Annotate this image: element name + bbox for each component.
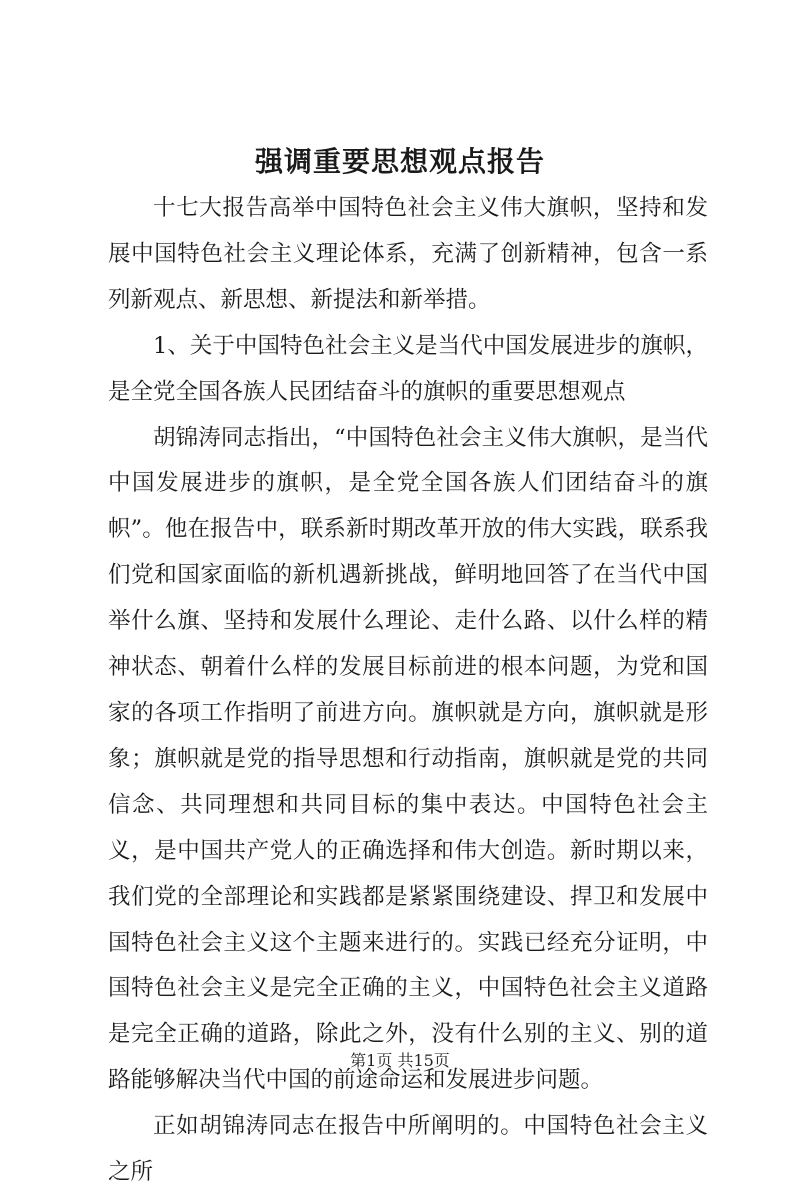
document-body (108, 186, 708, 1196)
document-title: 强调重要思想观点报告 (254, 145, 545, 178)
paragraph-continued: 正如胡锦涛同志在报告中所阐明的。中国特色社会主义之所 (108, 1113, 708, 1186)
paragraph-intro: 十七大报告高举中国特色社会主义伟大旗帜，坚持和发展中国特色社会主义理论体系，充满了创新精神，包含一系列新观点、新思想、新提法和新举措。 (108, 195, 708, 313)
paragraph-section-heading: 1、关于中国特色社会主义是当代中国发展进步的旗帜，是全党全国各族人民团结奋斗的旗帜的重要思想观点 (108, 332, 708, 405)
paragraph-main: 胡锦涛同志指出，“中国特色社会主义伟大旗帜，是当代中国发展进步的旗帜，是全党全国各族人们团结奋斗的旗帜”。他在报告中，联系新时期改革开放的伟大实践，联系我们党和国家面临的新机遇新挑战，鲜明地回答了在当代中国举什么旗、坚持和发展什么理论、走什么路、以什么样的精神状态、朝着什么样的发展目标前进的根本问题，为党和国家的各项工作指明了前进方向。旗帜就是方向，旗帜就是形象；旗帜就是党的指导思想和行动指南，旗帜就是党的共同信念、共同理想和共同目标的集中表达。中国特色社会主义，是中国共产党人的正确选择和伟大创造。新时期以来，我们党的全部理论和实践都是紧紧围绕建设、捍卫和发展中国特色社会主义这个主题来进行的。实践已经充分证明，中国特色社会主义是完全正确的主义，中国特色社会主义道路是完全正确的道路，除此之外，没有什么别的主义、别的道路能够解决当代中国的前途命运和发展进步问题。 (108, 424, 708, 1094)
page-number-footer: 第1页 共15页 (350, 1051, 450, 1070)
